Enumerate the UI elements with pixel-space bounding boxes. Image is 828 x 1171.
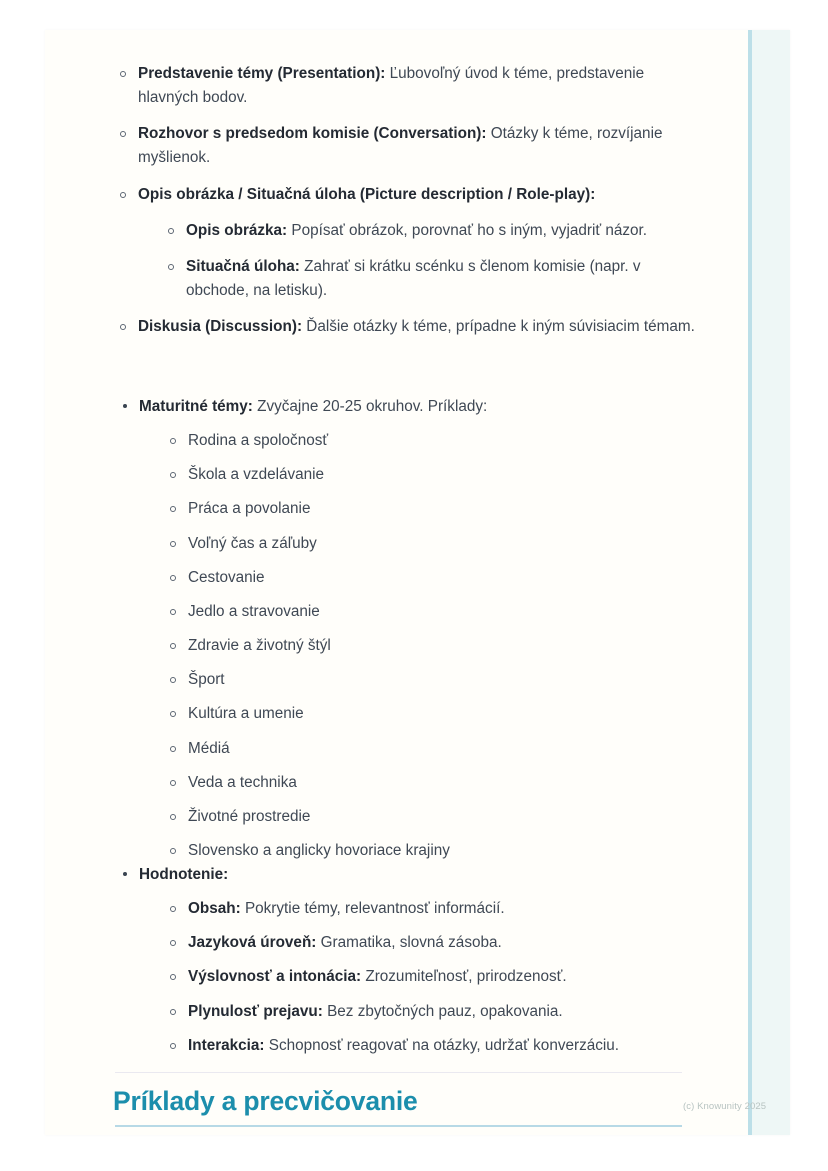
criterion-label: Obsah: (188, 900, 241, 918)
topic-name: Médiá (188, 739, 230, 757)
list-item (115, 863, 695, 1058)
bullet-circle-icon (170, 746, 176, 752)
assessment-label: Hodnotenie: (139, 866, 229, 883)
bullet-circle-icon (120, 324, 126, 330)
criterion-text: Gramatika, slovná zásoba. (316, 934, 502, 952)
exam-format-list (115, 62, 695, 339)
item-label: Opis obrázka / Situačná úloha (Picture description / Role-play): (138, 185, 596, 203)
bullet-circle-icon (168, 228, 174, 234)
bullet-circle-icon (170, 940, 176, 946)
topic-name: Slovensko a anglicky hovoriace krajiny (188, 842, 450, 860)
topic-name: Voľný čas a záľuby (188, 534, 317, 552)
bullet-circle-icon (168, 264, 174, 270)
list-item (165, 497, 675, 521)
bullet-circle-icon (170, 848, 176, 854)
list-item (165, 965, 695, 989)
bullet-circle-icon (120, 192, 126, 198)
list-item (165, 463, 675, 487)
section-heading: Príklady a precvičovanie (113, 1086, 418, 1116)
heading-underline (115, 1125, 682, 1127)
topics-list (165, 429, 675, 863)
exam-format-section (115, 62, 695, 351)
list-item (165, 1034, 695, 1058)
criterion-text: Schopnosť reagovať na otázky, udržať konverzáciu. (264, 1036, 620, 1054)
bullet-dot-icon (123, 872, 127, 876)
bullet-circle-icon (170, 541, 176, 547)
list-item (165, 600, 675, 624)
list-item (163, 255, 695, 303)
section-divider (115, 1072, 682, 1073)
list-item (165, 897, 695, 921)
bullet-circle-icon (170, 438, 176, 444)
bullet-circle-icon (170, 711, 176, 717)
assessment-criteria-list (165, 897, 695, 1058)
bullet-dot-icon (123, 404, 127, 408)
criterion-text: Bez zbytočných pauz, opakovania. (322, 1002, 563, 1020)
item-text: Ľubovoľný úvod k téme, predstavenie hlavných bodov. (138, 65, 645, 107)
item-text: Otázky k téme, rozvíjanie myšlienok. (138, 125, 663, 167)
topic-name: Veda a technika (188, 773, 297, 791)
bullet-circle-icon (170, 814, 176, 820)
bullet-circle-icon (170, 780, 176, 786)
list-item (115, 315, 695, 339)
topics-root-list (115, 395, 675, 863)
list-item (115, 62, 695, 110)
bullet-circle-icon (170, 472, 176, 478)
list-item (165, 737, 675, 761)
list-item (165, 532, 675, 556)
item-label: Situačná úloha: (186, 257, 300, 275)
bullet-circle-icon (170, 1009, 176, 1015)
list-item (163, 219, 695, 243)
list-item (165, 566, 675, 590)
bullet-circle-icon (170, 1043, 176, 1049)
bullet-circle-icon (170, 677, 176, 683)
topic-name: Jedlo a stravovanie (188, 602, 320, 620)
list-item (165, 702, 675, 726)
list-item (165, 429, 675, 453)
list-item (115, 395, 675, 863)
topics-section (115, 395, 675, 873)
document-page (45, 30, 790, 1135)
picture-description-sublist (163, 219, 695, 303)
bullet-circle-icon (170, 643, 176, 649)
list-item (115, 122, 695, 170)
criterion-text: Zrozumiteľnosť, prirodzenosť. (361, 968, 567, 986)
topic-name: Životné prostredie (188, 807, 311, 825)
item-label: Rozhovor s predsedom komisie (Conversation): (138, 125, 487, 143)
list-item (165, 771, 675, 795)
topics-label: Maturitné témy: (139, 398, 253, 415)
criterion-label: Výslovnosť a intonácia: (188, 968, 362, 986)
criterion-label: Jazyková úroveň: (188, 934, 317, 952)
list-item (165, 839, 675, 863)
topic-name: Práca a povolanie (188, 500, 311, 518)
item-text: Popísať obrázok, porovnať ho s iným, vyjadriť názor. (287, 221, 648, 239)
item-label: Opis obrázka: (186, 221, 288, 239)
assessment-root-list (115, 863, 695, 1058)
list-item (115, 183, 695, 304)
list-item (165, 931, 695, 955)
criterion-label: Interakcia: (188, 1036, 265, 1054)
right-side-panel (748, 30, 790, 1135)
list-item (165, 1000, 695, 1024)
item-text: Ďalšie otázky k téme, prípadne k iným súvisiacim témam. (302, 318, 695, 336)
item-text: Zahrať si krátku scénku s členom komisie (napr. v obchode, na letisku). (186, 257, 641, 300)
topics-text: Zvyčajne 20-25 okruhov. Príklady: (252, 398, 488, 415)
assessment-section (115, 863, 695, 1068)
topic-name: Šport (188, 671, 225, 689)
topic-name: Škola a vzdelávanie (188, 466, 325, 484)
topic-name: Rodina a spoločnosť (188, 432, 329, 450)
criterion-label: Plynulosť prejavu: (188, 1002, 323, 1020)
copyright-watermark: (c) Knowunity 2025 (683, 1101, 767, 1112)
bullet-circle-icon (120, 131, 126, 137)
bullet-circle-icon (170, 575, 176, 581)
bullet-circle-icon (170, 906, 176, 912)
bullet-circle-icon (170, 974, 176, 980)
list-item (165, 634, 675, 658)
topic-name: Kultúra a umenie (188, 705, 304, 723)
bullet-circle-icon (170, 609, 176, 615)
bullet-circle-icon (170, 506, 176, 512)
topic-name: Cestovanie (188, 568, 265, 586)
list-item (165, 668, 675, 692)
topic-name: Zdravie a životný štýl (188, 637, 331, 655)
bullet-circle-icon (120, 71, 126, 77)
list-item (165, 805, 675, 829)
item-label: Diskusia (Discussion): (138, 318, 303, 336)
criterion-text: Pokrytie témy, relevantnosť informácií. (240, 900, 505, 918)
item-label: Predstavenie témy (Presentation): (138, 65, 386, 82)
